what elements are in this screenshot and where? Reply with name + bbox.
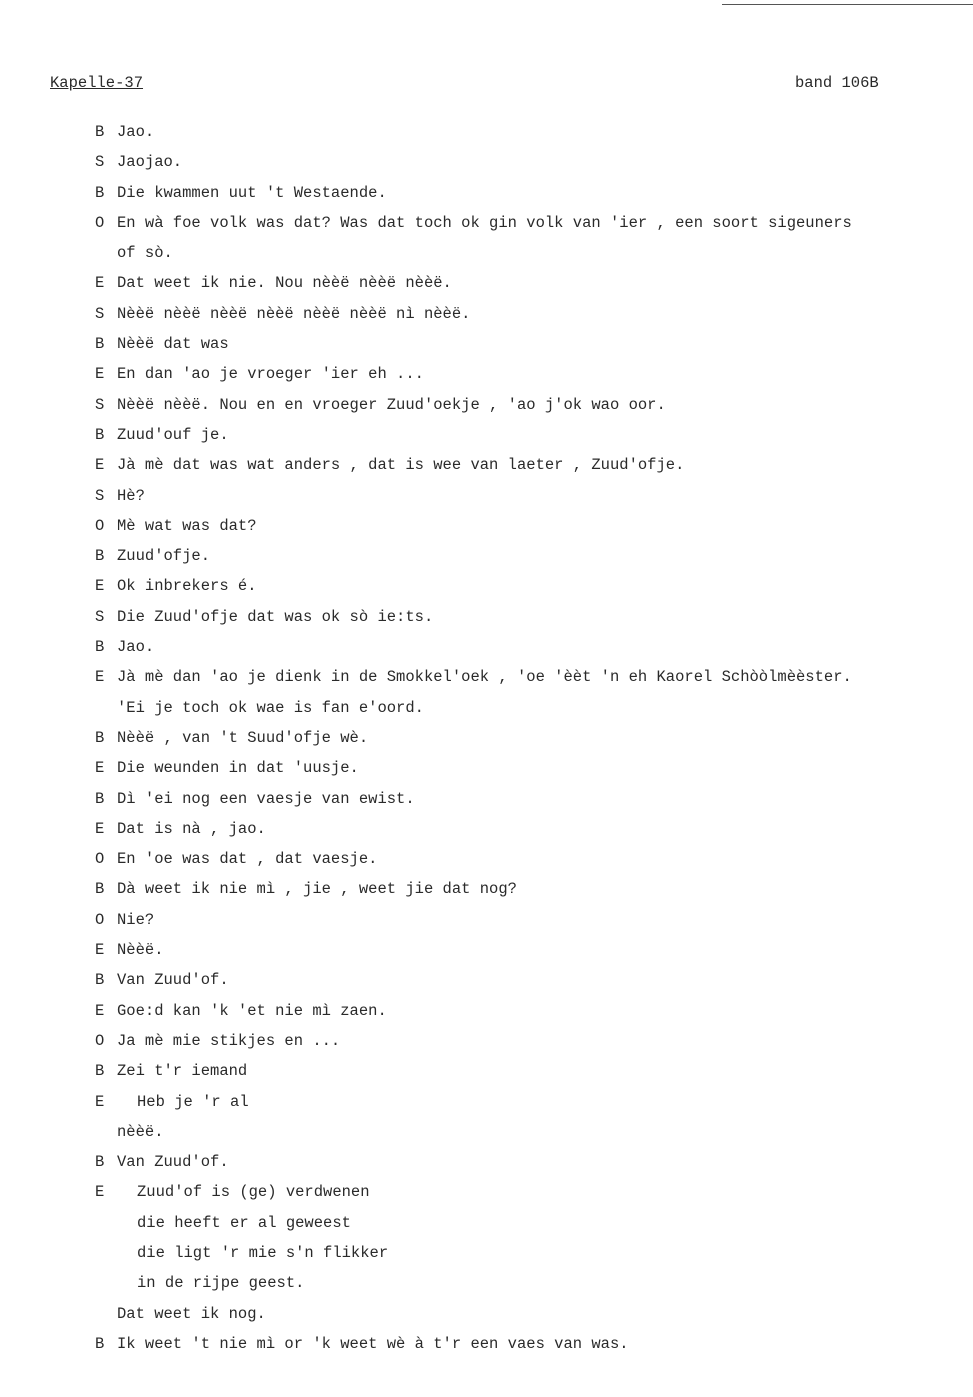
transcript-line: [0, 178, 973, 208]
top-rule: [722, 4, 973, 5]
utterance-text: Dat weet ik nog.: [117, 1304, 266, 1323]
utterance-text: Dà weet ik nie mì , jie , weet jie dat nog?: [117, 880, 517, 899]
utterance-text: Dì 'ei nog een vaesje van ewist.: [117, 789, 415, 808]
speaker-label: B: [95, 789, 105, 808]
speaker-label: S: [95, 607, 105, 626]
speaker-label: E: [95, 819, 105, 838]
speaker-label: O: [95, 1031, 105, 1050]
utterance-text: Nèèë.: [117, 941, 164, 960]
transcript-line: [0, 1147, 973, 1177]
speaker-label: B: [95, 547, 105, 566]
speaker-label: E: [95, 365, 105, 384]
speaker-label: E: [95, 759, 105, 778]
transcript-line: [0, 268, 973, 298]
transcript-line: [0, 662, 973, 692]
transcript-line: [0, 905, 973, 935]
speaker-label: B: [95, 1062, 105, 1081]
transcript-line: [0, 693, 973, 723]
utterance-text: Nie?: [117, 910, 155, 929]
utterance-text: Ja mè mie stikjes en ...: [117, 1031, 341, 1050]
transcript-line: [0, 117, 973, 147]
utterance-text: Jà mè dat was wat anders , dat is wee van laeter , Zuud'ofje.: [117, 456, 685, 475]
transcript-line: [0, 1177, 973, 1207]
utterance-text: En wà foe volk was dat? Was dat toch ok gin volk van 'ier , een soort sigeuners: [117, 213, 852, 232]
speaker-label: S: [95, 395, 105, 414]
utterance-text: Nèèë , van 't Suud'ofje wè.: [117, 728, 369, 747]
speaker-label: E: [95, 1001, 105, 1020]
speaker-label: S: [95, 304, 105, 323]
utterance-text: of sò.: [117, 244, 173, 263]
utterance-text: Die weunden in dat 'uusje.: [117, 759, 359, 778]
speaker-label: B: [95, 971, 105, 990]
utterance-text: Goe:d kan 'k 'et nie mì zaen.: [117, 1001, 387, 1020]
transcript-line: [0, 784, 973, 814]
utterance-text: Jao.: [117, 123, 155, 141]
utterance-text: in de rijpe geest.: [137, 1274, 305, 1293]
utterance-text: Nèèë nèèë. Nou en en vroeger Zuud'oekje , 'ao j'ok wao oor.: [117, 395, 666, 414]
transcript-line: [0, 511, 973, 541]
speaker-label: B: [95, 1334, 105, 1353]
transcript-line: [0, 1056, 973, 1086]
speaker-label: B: [95, 880, 105, 899]
transcript-line: [0, 390, 973, 420]
speaker-label: B: [95, 123, 105, 141]
transcript-line: [0, 874, 973, 904]
transcript-line: [0, 753, 973, 783]
utterance-text: Zuud'ofje.: [117, 547, 211, 566]
transcript-line: [0, 481, 973, 511]
utterance-text: 'Ei je toch ok wae is fan e'oord.: [117, 698, 424, 717]
transcript-line: [0, 1268, 973, 1298]
transcript-line: [0, 723, 973, 753]
transcript-line: [0, 1117, 973, 1147]
speaker-label: O: [95, 516, 105, 535]
transcript-line: [0, 996, 973, 1026]
transcript-line: [0, 238, 973, 268]
utterance-text: die heeft er al geweest: [137, 1213, 351, 1232]
speaker-label: B: [95, 425, 105, 444]
utterance-text: Hè?: [117, 486, 145, 505]
speaker-label: O: [95, 850, 105, 869]
transcript-line: [0, 814, 973, 844]
utterance-text: Zuud'ouf je.: [117, 425, 229, 444]
transcript-line: [0, 1087, 973, 1117]
transcript-line: [0, 935, 973, 965]
speaker-label: E: [95, 668, 105, 687]
utterance-text: Heb je 'r al: [137, 1092, 249, 1111]
utterance-text: Dat weet ik nie. Nou nèèë nèèë nèèë.: [117, 274, 452, 293]
transcript-line: [0, 329, 973, 359]
transcript-line: [0, 420, 973, 450]
utterance-text: Mè wat was dat?: [117, 516, 257, 535]
utterance-text: Van Zuud'of.: [117, 971, 229, 990]
utterance-text: Zuud'of is (ge) verdwenen: [137, 1183, 370, 1202]
speaker-label: E: [95, 577, 105, 596]
transcript-line: [0, 1026, 973, 1056]
tape-label: band 106B: [795, 74, 879, 92]
transcript-line: [0, 450, 973, 480]
utterance-text: Jao.: [117, 638, 155, 657]
utterance-text: nèèë.: [117, 1122, 164, 1141]
transcript-line: [0, 299, 973, 329]
transcript-line: [0, 965, 973, 995]
utterance-text: Nèèë dat was: [117, 335, 229, 354]
speaker-label: E: [95, 1183, 105, 1202]
transcript-line: [0, 1208, 973, 1238]
utterance-text: Dat is nà , jao.: [117, 819, 266, 838]
speaker-label: O: [95, 213, 105, 232]
utterance-text: Nèèë nèèë nèèë nèèë nèèë nèèë nì nèèë.: [117, 304, 471, 323]
speaker-label: S: [95, 153, 105, 172]
utterance-text: Die kwammen uut 't Westaende.: [117, 183, 387, 202]
utterance-text: Jà mè dan 'ao je dienk in de Smokkel'oek , 'oe 'èèt 'n eh Kaorel Schòòlmèèster.: [117, 668, 852, 687]
transcript: [0, 117, 973, 1359]
speaker-label: E: [95, 456, 105, 475]
speaker-label: E: [95, 274, 105, 293]
transcript-line: [0, 632, 973, 662]
speaker-label: E: [95, 941, 105, 960]
utterance-text: En 'oe was dat , dat vaesje.: [117, 850, 378, 869]
transcript-line: [0, 571, 973, 601]
utterance-text: Ok inbrekers é.: [117, 577, 257, 596]
speaker-label: B: [95, 183, 105, 202]
speaker-label: B: [95, 728, 105, 747]
speaker-label: E: [95, 1092, 105, 1111]
speaker-label: O: [95, 910, 105, 929]
transcript-line: [0, 1238, 973, 1268]
speaker-label: B: [95, 335, 105, 354]
speaker-label: B: [95, 638, 105, 657]
document-id: Kapelle-37: [50, 74, 144, 92]
utterance-text: Ik weet 't nie mì or 'k weet wè à t'r een vaes van was.: [117, 1334, 629, 1353]
utterance-text: Jaojao.: [117, 153, 183, 172]
utterance-text: Die Zuud'ofje dat was ok sò ie:ts.: [117, 607, 434, 626]
transcript-line: [0, 844, 973, 874]
transcript-line: [0, 541, 973, 571]
transcript-line: [0, 1329, 973, 1359]
transcript-line: [0, 1299, 973, 1329]
utterance-text: die ligt 'r mie s'n flikker: [137, 1243, 389, 1262]
transcript-line: [0, 359, 973, 389]
transcript-line: [0, 208, 973, 238]
transcript-line: [0, 602, 973, 632]
speaker-label: S: [95, 486, 105, 505]
utterance-text: En dan 'ao je vroeger 'ier eh ...: [117, 365, 424, 384]
utterance-text: Zei t'r iemand: [117, 1062, 248, 1081]
transcript-line: [0, 147, 973, 177]
speaker-label: B: [95, 1153, 105, 1172]
utterance-text: Van Zuud'of.: [117, 1153, 229, 1172]
